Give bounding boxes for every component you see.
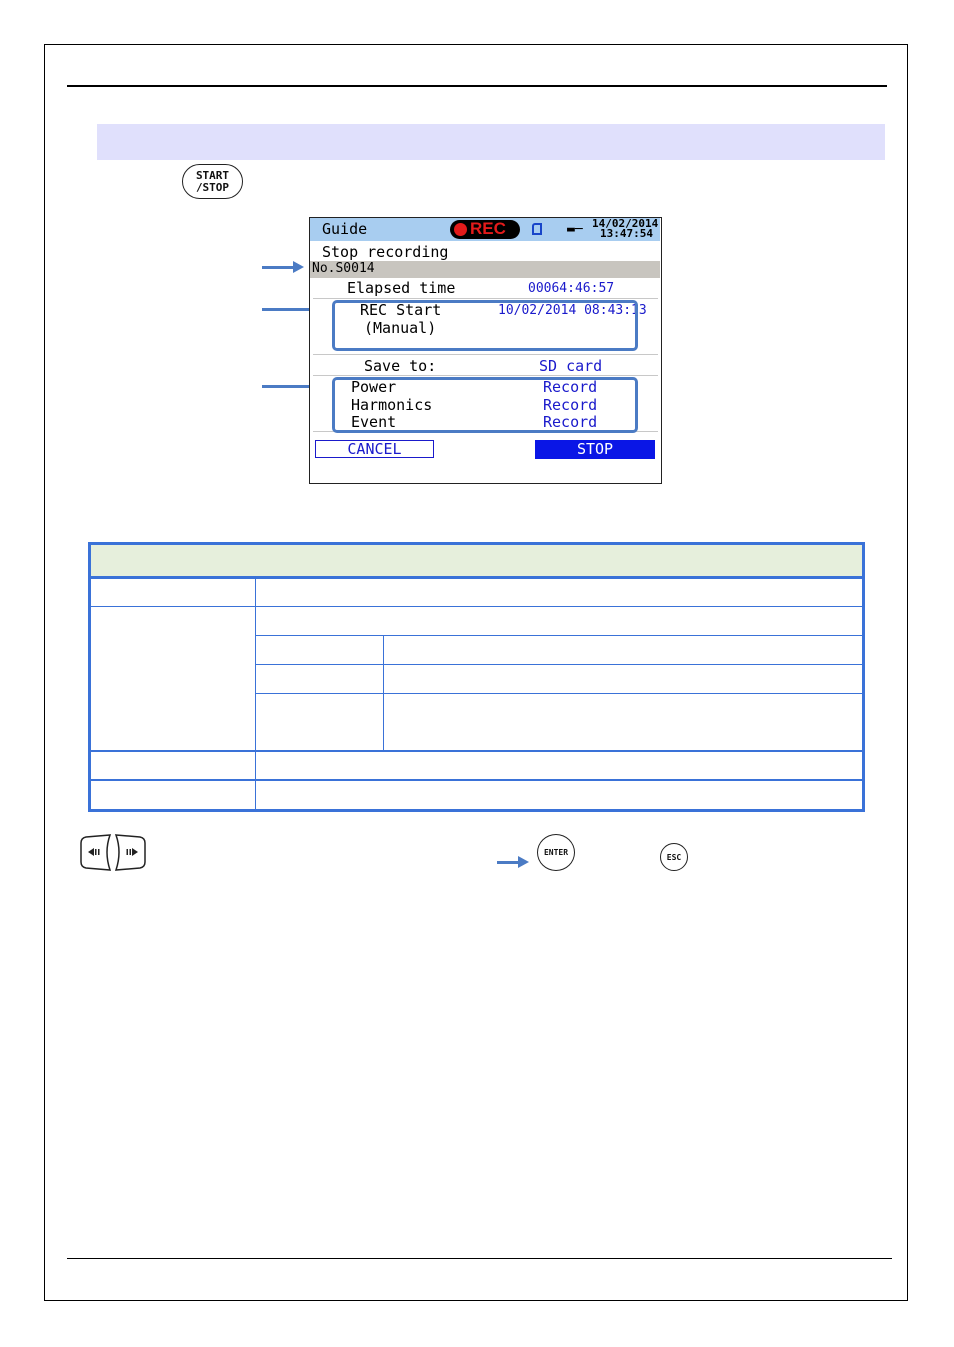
header-rule — [67, 85, 887, 87]
next-step-arrow-head — [518, 856, 529, 868]
table-row-divider — [255, 664, 862, 665]
callout-rec-start — [332, 300, 638, 351]
screen-date: 14/02/2014 — [592, 217, 659, 230]
divider — [313, 354, 658, 355]
start-stop-key-icon — [182, 164, 243, 199]
item-event-label: Event — [351, 413, 397, 428]
info-table — [88, 542, 865, 812]
table-row-divider — [91, 779, 862, 781]
table-header — [91, 545, 862, 579]
elapsed-time-value: 00064:46:57 — [528, 281, 615, 296]
item-event-value: Record — [543, 413, 598, 428]
rec-dot-icon — [454, 223, 467, 236]
save-to-value: SD card — [539, 357, 603, 375]
screen-title: Guide — [322, 220, 368, 238]
table-row-divider — [255, 693, 862, 694]
start-stop-key-line1: START — [195, 168, 230, 182]
table-row-divider — [255, 635, 862, 636]
section-heading-band — [97, 124, 885, 160]
sd-card-icon — [532, 223, 542, 235]
record-number: No.S0014 — [312, 261, 375, 276]
pointer-arrow-head — [293, 261, 304, 273]
rec-start-mode: (Manual) — [364, 319, 437, 337]
table-column-divider — [383, 635, 384, 750]
cancel-button[interactable]: CANCEL — [315, 440, 434, 458]
start-stop-key-line2: /STOP — [195, 180, 230, 194]
left-right-scroll-key-icon — [80, 833, 146, 872]
rec-label: REC — [470, 219, 506, 238]
esc-key-icon: ESC — [660, 843, 688, 871]
table-column-divider — [255, 579, 256, 809]
divider — [313, 298, 658, 299]
item-power-value: Record — [543, 378, 598, 396]
screen-heading: Stop recording — [322, 243, 449, 261]
screen-time: 13:47:54 — [600, 227, 653, 240]
power-plug-icon: ▬─ — [567, 222, 583, 237]
callout-record-items — [332, 377, 638, 433]
stop-button[interactable]: STOP — [535, 440, 655, 459]
device-screen — [309, 217, 662, 484]
footer-rule — [67, 1258, 892, 1259]
item-harmonics-value: Record — [543, 396, 598, 414]
pointer-arrow-record-number — [262, 266, 294, 269]
item-power-label: Power — [351, 378, 397, 396]
item-harmonics-label: Harmonics — [351, 396, 433, 414]
save-to-label: Save to: — [364, 357, 437, 375]
next-step-arrow — [497, 861, 519, 864]
rec-status-badge — [450, 220, 520, 239]
record-number-bar — [310, 261, 660, 278]
elapsed-time-label: Elapsed time — [347, 279, 456, 297]
rec-start-label: REC Start — [360, 301, 442, 319]
table-row-divider — [91, 750, 862, 752]
enter-key-icon: ENTER — [537, 834, 575, 871]
table-row-divider — [91, 606, 862, 607]
screen-title-bar — [310, 218, 660, 241]
rec-start-value: 10/02/2014 08:43:13 — [498, 303, 647, 318]
